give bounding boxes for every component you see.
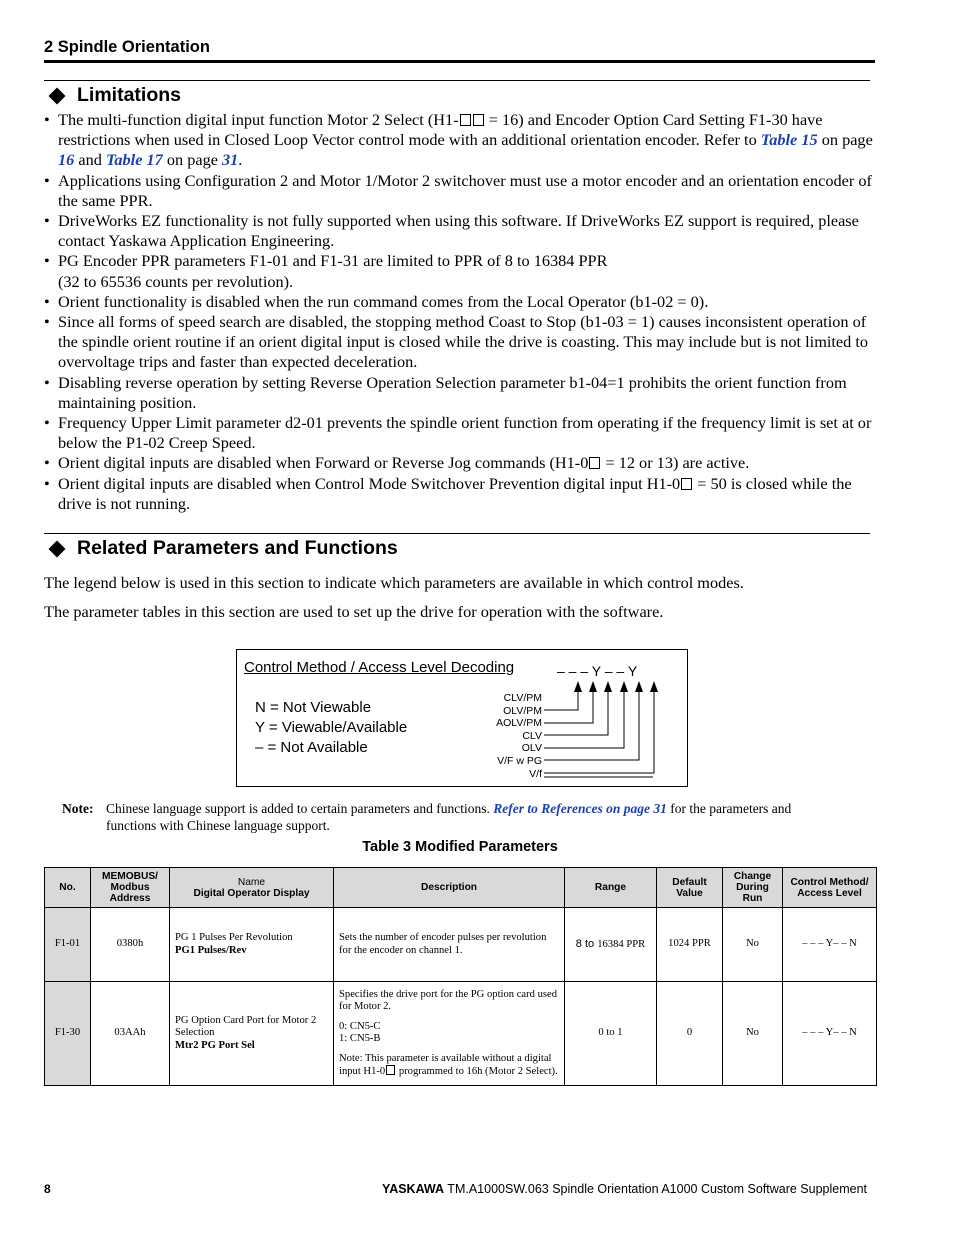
param-default: 0 [657,982,723,1086]
desc-text: Specifies the drive port for the PG option card used for Motor 2. [339,988,557,1012]
desc-text: programmed to 16h (Motor 2 Select). [396,1066,558,1077]
param-name [170,908,334,982]
page-header-title: 2 Spindle Orientation [44,38,210,56]
paragraph: The legend below is used in this section to indicate which parameters are available in which control modes. [44,573,744,592]
mode-label: OLV/PM [503,705,542,717]
section-rule [44,80,870,81]
list-item: • Since all forms of speed search are disabled, the stopping method Coast to Stop (b1-03 = 1) causes inconsistent operation of the spindle orient routine if an orient digital input is closed while the drive is coasting. This may include but is not limited to overvoltage trips and faster than expected deceleration. [44,312,876,373]
modbus-address: 03AAh [91,982,170,1086]
note-text: Chinese language support is added to certain parameters and functions. [106,801,494,816]
range-text: 8 to [575,937,598,950]
note-body [106,800,836,834]
list-item [44,474,876,514]
arrow-line [544,688,639,760]
footer-doc-title: TM.A1000SW.063 Spindle Orientation A1000 Custom Software Supplement [444,1182,867,1196]
box-placeholder-icon [681,478,692,490]
list-item: • DriveWorks EZ functionality is not fully supported when using this software. If DriveWorks EZ support is required, please contact Yaskawa Application Engineering. [44,211,876,251]
limitations-heading-text: Limitations [77,84,182,106]
param-control: – – – Y– – N [783,908,877,982]
legend-item: – = Not Available [255,739,368,756]
desc-note [339,1053,559,1079]
page-number: 8 [44,1182,51,1196]
bullet-text: = 50 is closed while the drive is not running. [58,473,852,513]
bullet-text: on page [162,150,223,170]
bullet-text: = 16) and Encoder Option Card Setting F1-30 have restrictions when used in Closed Loop Vector control mode with an additional orientation encoder. Refer to [58,110,823,150]
column-header: No. [45,868,91,908]
arrowhead-icon [589,681,597,692]
diamond-bullet-icon [49,87,66,104]
note-text: for the parameters and functions with Chinese language support. [106,801,792,833]
mode-label: V/f [529,768,542,780]
param-description: Sets the number of encoder pulses per revolution for the encoder on channel 1. [334,908,565,982]
param-range [565,908,657,982]
column-header: Default Value [657,868,723,908]
param-number: F1-30 [45,982,91,1086]
table-row [45,982,877,1086]
table-header-row [45,868,877,908]
param-name-text: PG 1 Pulses Per Revolution [175,932,293,943]
legend-title: Control Method / Access Level Decoding [244,659,515,676]
list-item [44,453,876,473]
column-header-text: Name [237,876,266,888]
page-16-link[interactable]: 16 [58,150,75,170]
table-15-link[interactable]: Table 15 [760,130,818,150]
list-item: • Frequency Upper Limit parameter d2-01 prevents the spindle orient function from operating if the frequency limit is set at or below the P1-02 Creep Speed. [44,413,876,453]
limitations-list [44,110,876,514]
arrowhead-icon [620,681,628,692]
mode-label: CLV [522,730,542,742]
related-heading-text: Related Parameters and Functions [77,537,398,559]
limitations-heading [48,84,181,107]
mode-label: OLV [521,742,542,754]
mode-label: AOLV/PM [496,717,542,729]
column-header-text: Digital Operator Display [193,887,310,899]
list-item: • Orient functionality is disabled when the run command comes from the Local Operator (b1-02 = 0). [44,292,876,312]
param-display-text: PG1 Pulses/Rev [175,944,247,956]
modified-parameters-table [44,867,877,1086]
param-description [334,982,565,1086]
param-change: No [723,982,783,1086]
bullet-text: (32 to 65536 counts per revolution). [58,271,294,291]
table-17-link[interactable]: Table 17 [105,150,163,170]
arrowhead-icon [574,681,582,692]
param-name-text: PG Option Card Port for Motor 2 Selection [175,1014,317,1039]
range-text: 16384 PPR [597,938,646,950]
references-link[interactable]: Refer to References on page 31 [493,801,667,816]
note-label: Note: [62,801,94,816]
legend-decoding-arrows [530,676,670,782]
bullet-text: and [74,150,106,170]
arrow-line [544,688,578,710]
table-caption: Table 3 Modified Parameters [362,839,558,855]
list-item: • Disabling reverse operation by setting Reverse Operation Selection parameter b1-04=1 prohibits the orient function from maintaining position. [44,373,876,413]
desc-text: Note: This parameter is available without a digital input H1-0 [339,1052,552,1077]
box-placeholder-icon [473,114,484,126]
column-header: Description [334,868,565,908]
footer-brand: YASKAWA [382,1182,445,1196]
param-name [170,982,334,1086]
box-placeholder-icon [589,457,600,469]
page-31-link[interactable]: 31 [222,150,239,170]
mode-label: V/F w PG [497,755,542,767]
box-placeholder-icon [460,114,471,126]
column-header: Change During Run [723,868,783,908]
arrow-line [544,688,624,748]
column-header: MEMOBUS/ Modbus Address [91,868,170,908]
bullet-text: = 12 or 13) are active. [601,453,750,473]
box-placeholder-icon [386,1065,395,1075]
bullet-text: . [238,150,243,170]
table-row [45,908,877,982]
legend-item: Y = Viewable/Available [255,719,408,736]
legend-code: – – – Y – – Y [557,663,638,679]
section-rule [44,533,870,534]
list-item [44,110,876,171]
header-rule [44,60,875,63]
desc-option: 1: CN5-B [339,1033,381,1044]
param-range: 0 to 1 [565,982,657,1086]
footer-text [382,1182,867,1196]
arrowhead-icon [635,681,643,692]
column-header: Control Method/ Access Level [783,868,877,908]
diamond-bullet-icon [49,540,66,557]
bullet-text: The multi-function digital input function Motor 2 Select (H1- [58,110,459,129]
list-item: • Applications using Configuration 2 and Motor 1/Motor 2 switchover must use a motor encoder and an orientation encoder of the same PPR. [44,171,876,211]
param-change: No [723,908,783,982]
param-control: – – – Y– – N [783,982,877,1086]
modbus-address: 0380h [91,908,170,982]
bullet-text: Orient digital inputs are disabled when Control Mode Switchover Prevention digital input H1-0 [58,473,681,493]
bullet-text: PG Encoder PPR parameters F1-01 and F1-31 are limited to PPR of 8 to 16384 PPR [58,251,608,271]
arrowhead-icon [604,681,612,692]
arrowhead-icon [650,681,658,692]
desc-option: 0: CN5-C [339,1020,381,1032]
bullet-text: on page [817,130,873,150]
column-header [170,868,334,908]
column-header: Range [565,868,657,908]
param-display-text: Mtr2 PG Port Sel [175,1039,255,1051]
arrow-line [544,688,608,735]
paragraph: The parameter tables in this section are used to set up the drive for operation with the software. [44,602,664,621]
legend-item: N = Not Viewable [255,699,372,716]
related-heading [48,537,398,560]
list-item [44,251,876,291]
mode-label: CLV/PM [503,692,542,704]
bullet-text: Orient digital inputs are disabled when Forward or Reverse Jog commands (H1-0 [58,453,589,473]
arrow-line [544,688,593,723]
param-default: 1024 PPR [657,908,723,982]
param-number: F1-01 [45,908,91,982]
